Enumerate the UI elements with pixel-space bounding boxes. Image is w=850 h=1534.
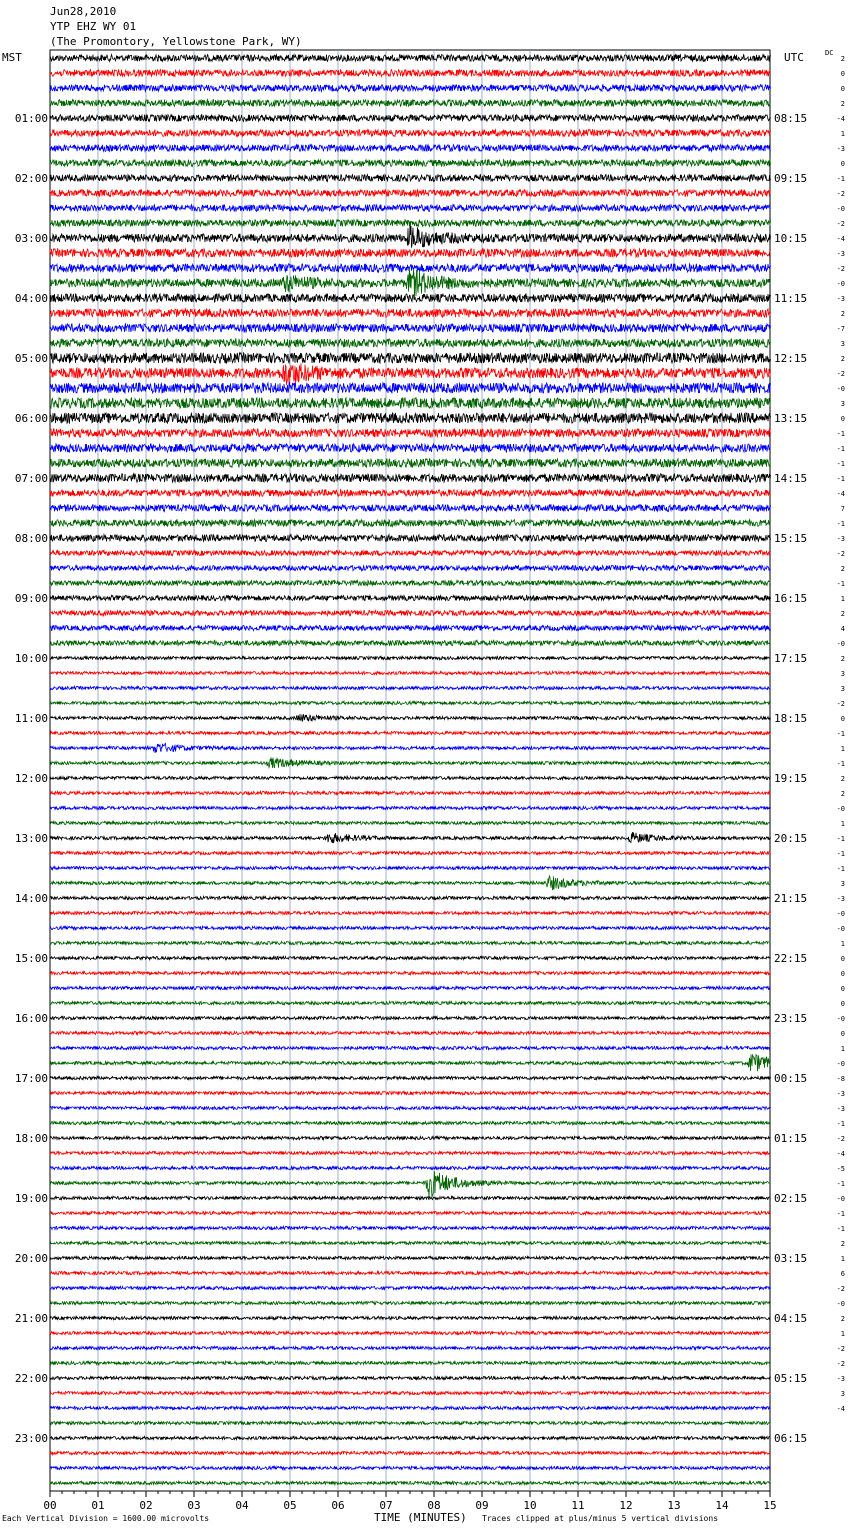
left-hour-label: 13:00 [14,832,48,845]
seismogram-trace [50,1166,771,1169]
dc-offset-value: 1 [840,1330,845,1338]
dc-offset-value: -4 [836,490,845,498]
left-hour-label: 10:00 [14,652,48,665]
dc-offset-value: 3 [840,1390,845,1398]
dc-offset-value: -3 [836,145,845,153]
x-tick-label: 15 [763,1499,777,1512]
dc-offset-header: DC [825,49,834,57]
chart-location: (The Promontory, Yellowstone Park, WY) [50,35,302,48]
dc-offset-value: 3 [840,340,845,348]
x-tick-label: 06 [331,1499,345,1512]
right-hour-label: 11:15 [774,292,808,305]
seismogram-trace [50,444,771,452]
dc-offset-value: 0 [840,1030,845,1038]
dc-offset-value: -4 [836,1405,845,1413]
right-hour-label: 08:15 [774,112,808,125]
seismogram-trace [50,413,771,423]
seismogram-trace [50,806,771,809]
dc-offset-value: 0 [840,85,845,93]
seismogram-trace [50,701,771,704]
seismogram-trace [50,1451,771,1454]
left-hour-label: 22:00 [14,1372,48,1385]
dc-offset-value: 1 [840,940,845,948]
dc-offset-value: -1 [836,475,845,483]
dc-offset-value: 1 [840,745,845,753]
right-hour-label: 01:15 [774,1132,808,1145]
seismogram-trace [50,896,771,899]
dc-offset-value: -3 [836,1105,845,1113]
seismogram-trace [50,363,771,386]
seismogram-trace [50,1054,771,1071]
x-tick-label: 00 [43,1499,57,1512]
seismogram-trace [50,1091,771,1094]
seismogram-trace [50,175,771,182]
seismogram-trace [50,535,771,542]
dc-offset-value: 6 [840,1270,845,1278]
seismogram-trace [50,264,771,272]
seismogram-trace [50,956,771,959]
left-hour-label: 23:00 [14,1432,48,1445]
seismogram-trace [50,1256,771,1259]
seismogram-trace [50,100,771,107]
seismogram-trace [50,656,771,659]
seismogram-trace [50,1076,771,1079]
x-tick-label: 01 [91,1499,105,1512]
seismogram-trace [50,640,771,645]
dc-offset-value: -0 [836,1015,845,1023]
dc-offset-value: 0 [840,970,845,978]
left-hour-label: 19:00 [14,1192,48,1205]
x-tick-label: 07 [379,1499,393,1512]
dc-offset-value: 2 [840,100,845,108]
dc-offset-value: 2 [840,310,845,318]
right-hour-label: 00:15 [774,1072,808,1085]
left-hour-label: 17:00 [14,1072,48,1085]
chart-date: Jun28,2010 [50,5,117,18]
left-hour-label: 14:00 [14,892,48,905]
seismogram-trace [50,743,771,753]
dc-offset-value: 2 [840,775,845,783]
seismogram-trace [50,1481,771,1484]
right-hour-label: 13:15 [774,412,808,425]
seismogram-trace [50,1211,771,1214]
dc-offset-value: -0 [836,385,845,393]
dc-offset-value: -2 [836,265,845,273]
dc-offset-value: -2 [836,190,845,198]
dc-offset-value: -1 [836,1120,845,1128]
left-hour-label: 16:00 [14,1012,48,1025]
dc-offset-value: -0 [836,805,845,813]
left-hour-label: 01:00 [14,112,48,125]
dc-offset-value: 0 [840,715,845,723]
dc-offset-value: -4 [836,115,845,123]
seismogram-trace [50,490,771,497]
x-tick-label: 03 [187,1499,201,1512]
right-hour-label: 18:15 [774,712,808,725]
dc-offset-value: 2 [840,790,845,798]
seismogram-trace [50,686,771,689]
right-timezone-label: UTC [784,51,804,64]
seismogram-trace [50,1391,771,1394]
x-axis-title: TIME (MINUTES) [374,1511,467,1524]
right-hour-label: 05:15 [774,1372,808,1385]
seismogram-trace [50,757,771,768]
dc-offset-value: -1 [836,760,845,768]
right-hour-label: 15:15 [774,532,808,545]
dc-offset-value: -0 [836,1060,845,1068]
seismogram-trace [50,941,771,944]
x-tick-label: 08 [427,1499,441,1512]
x-tick-label: 13 [667,1499,681,1512]
seismogram-trace [50,776,771,779]
seismogram-trace [50,160,771,167]
left-hour-label: 11:00 [14,712,48,725]
dc-offset-value: -0 [836,640,845,648]
dc-offset-value: 3 [840,880,845,888]
seismogram-trace [50,190,771,197]
seismogram-trace [50,505,771,512]
seismogram-trace [50,714,771,721]
dc-offset-value: -7 [836,325,845,333]
dc-offset-value: -1 [836,850,845,858]
right-hour-label: 17:15 [774,652,808,665]
left-hour-label: 04:00 [14,292,48,305]
dc-offset-value: 3 [840,670,845,678]
dc-offset-value: 7 [840,505,845,513]
seismogram-trace [50,971,771,974]
dc-offset-value: -0 [836,1300,845,1308]
seismogram-trace [50,145,771,152]
dc-offset-value: -2 [836,700,845,708]
seismogram-trace [50,1301,771,1304]
seismogram-trace [50,225,771,248]
seismogram-trace [50,791,771,794]
dc-offset-value: 4 [840,625,845,633]
seismogram-trace [50,1001,771,1004]
seismogram-trace [50,832,771,843]
seismogram-trace [50,1376,771,1379]
seismogram-trace [50,383,771,393]
x-tick-label: 09 [475,1499,489,1512]
seismogram-trace [50,339,771,347]
right-hour-label: 20:15 [774,832,808,845]
seismogram-trace [50,130,771,137]
x-tick-label: 11 [571,1499,585,1512]
left-timezone-label: MST [2,51,22,64]
seismogram-trace [50,1406,771,1409]
seismogram-trace [50,1286,771,1289]
seismogram-trace [50,625,771,630]
seismogram-trace [50,294,771,302]
dc-offset-value: -3 [836,295,845,303]
dc-offset-value: -1 [836,730,845,738]
dc-offset-value: -2 [836,550,845,558]
seismogram-trace [50,474,771,482]
x-tick-label: 05 [283,1499,297,1512]
left-hour-label: 05:00 [14,352,48,365]
right-hour-label: 09:15 [774,172,808,185]
dc-offset-value: 1 [840,1255,845,1263]
seismogram-trace [50,550,771,555]
seismogram-trace [50,731,771,734]
dc-offset-value: 2 [840,1240,845,1248]
left-hour-label: 20:00 [14,1252,48,1265]
seismogram-trace [50,610,771,615]
dc-offset-value: -1 [836,445,845,453]
dc-offset-value: -5 [836,1165,845,1173]
dc-offset-value: -0 [836,925,845,933]
seismogram-trace [50,1361,771,1364]
seismogram-trace [50,1136,771,1139]
dc-offset-value: -3 [836,895,845,903]
seismogram-trace [50,821,771,824]
right-hour-label: 02:15 [774,1192,808,1205]
left-hour-label: 09:00 [14,592,48,605]
seismogram-trace [50,1046,771,1049]
right-hour-label: 23:15 [774,1012,808,1025]
x-tick-label: 12 [619,1499,633,1512]
dc-offset-value: 0 [840,1000,845,1008]
dc-offset-value: 1 [840,1045,845,1053]
dc-offset-value: -3 [836,250,845,258]
left-hour-label: 07:00 [14,472,48,485]
seismogram-trace [50,595,771,600]
seismogram-trace [50,986,771,989]
dc-offset-value: -3 [836,1375,845,1383]
seismogram-trace [50,1031,771,1034]
seismogram-trace [50,55,771,62]
seismogram-trace [50,398,771,408]
left-hour-label: 21:00 [14,1312,48,1325]
scale-note: Each Vertical Division = 1600.00 microvolts [2,1514,210,1523]
dc-offset-value: 2 [840,55,845,63]
right-hour-label: 21:15 [774,892,808,905]
dc-offset-value: 1 [840,820,845,828]
dc-offset-value: -3 [836,1090,845,1098]
dc-offset-value: -1 [836,430,845,438]
x-tick-label: 04 [235,1499,249,1512]
seismogram-trace [50,1151,771,1154]
seismogram-trace [50,876,771,890]
dc-offset-value: -1 [836,1210,845,1218]
seismogram-trace [50,249,771,257]
dc-offset-value: -2 [836,370,845,378]
seismogram-trace [50,205,771,212]
seismogram-trace [50,1346,771,1349]
dc-offset-value: 0 [840,70,845,78]
dc-offset-value: 0 [840,160,845,168]
left-hour-label: 12:00 [14,772,48,785]
right-hour-label: 04:15 [774,1312,808,1325]
dc-offset-value: 0 [840,415,845,423]
right-hour-label: 14:15 [774,472,808,485]
left-hour-label: 15:00 [14,952,48,965]
left-hour-label: 02:00 [14,172,48,185]
right-hour-label: 03:15 [774,1252,808,1265]
seismogram-trace [50,1316,771,1319]
seismogram-trace [50,520,771,527]
dc-offset-value: -1 [836,175,845,183]
seismogram-trace [50,1271,771,1274]
dc-offset-value: 2 [840,565,845,573]
left-hour-label: 03:00 [14,232,48,245]
dc-offset-value: -2 [836,1360,845,1368]
left-hour-label: 18:00 [14,1132,48,1145]
left-hour-label: 06:00 [14,412,48,425]
seismogram-trace [50,115,771,122]
seismogram-trace [50,1421,771,1424]
seismogram-trace [50,926,771,929]
seismogram-trace [50,309,771,317]
dc-offset-value: 2 [840,655,845,663]
dc-offset-value: 3 [840,400,845,408]
seismogram-trace [50,1226,771,1229]
seismogram-trace [50,1331,771,1334]
dc-offset-value: -0 [836,910,845,918]
dc-offset-value: 2 [840,1315,845,1323]
dc-offset-value: 2 [840,610,845,618]
right-hour-label: 22:15 [774,952,808,965]
seismogram-trace [50,851,771,854]
chart-station: YTP EHZ WY 01 [50,20,137,33]
seismogram-trace [50,1436,771,1439]
dc-offset-value: 3 [840,685,845,693]
seismogram-trace [50,565,771,570]
dc-offset-value: -0 [836,1195,845,1203]
seismogram-trace [50,1466,771,1469]
right-hour-label: 19:15 [774,772,808,785]
right-hour-label: 10:15 [774,232,808,245]
seismogram-trace [50,1121,771,1124]
dc-offset-value: -1 [836,1180,845,1188]
right-hour-label: 12:15 [774,352,808,365]
seismogram-trace [50,1016,771,1019]
dc-offset-value: 1 [840,130,845,138]
left-hour-label: 08:00 [14,532,48,545]
right-hour-label: 06:15 [774,1432,808,1445]
clip-note: Traces clipped at plus/minus 5 vertical divisions [482,1514,719,1523]
seismogram-trace [50,70,771,77]
seismogram-trace [50,324,771,332]
dc-offset-value: -4 [836,1150,845,1158]
seismogram-trace [50,429,771,437]
x-tick-label: 02 [139,1499,153,1512]
dc-offset-value: 0 [840,955,845,963]
dc-offset-value: -4 [836,235,845,243]
seismogram-trace [50,269,771,298]
dc-offset-value: 0 [840,985,845,993]
dc-offset-value: -2 [836,1135,845,1143]
seismogram-trace [50,1106,771,1109]
dc-offset-value: -2 [836,220,845,228]
seismogram-trace [50,580,771,585]
seismogram-trace [50,911,771,914]
dc-offset-value: -1 [836,460,845,468]
dc-offset-value: 1 [840,595,845,603]
dc-offset-value: -1 [836,520,845,528]
seismogram-trace [50,671,771,674]
seismogram-trace [50,1196,771,1199]
seismogram-trace [50,85,771,92]
dc-offset-value: -0 [836,205,845,213]
dc-offset-value: -1 [836,1225,845,1233]
dc-offset-value: -8 [836,1075,845,1083]
x-tick-label: 10 [523,1499,537,1512]
dc-offset-value: -0 [836,280,845,288]
dc-offset-value: -2 [836,1285,845,1293]
dc-offset-value: -2 [836,1345,845,1353]
seismogram-trace [50,353,771,363]
seismogram-trace [50,1241,771,1244]
x-tick-label: 14 [715,1499,729,1512]
seismogram-trace [50,459,771,467]
dc-offset-value: -3 [836,535,845,543]
dc-offset-value: -1 [836,835,845,843]
seismogram-trace [50,866,771,869]
right-hour-label: 16:15 [774,592,808,605]
dc-offset-value: 2 [840,355,845,363]
seismogram-trace [50,1171,771,1197]
dc-offset-value: -1 [836,865,845,873]
dc-offset-value: -1 [836,580,845,588]
